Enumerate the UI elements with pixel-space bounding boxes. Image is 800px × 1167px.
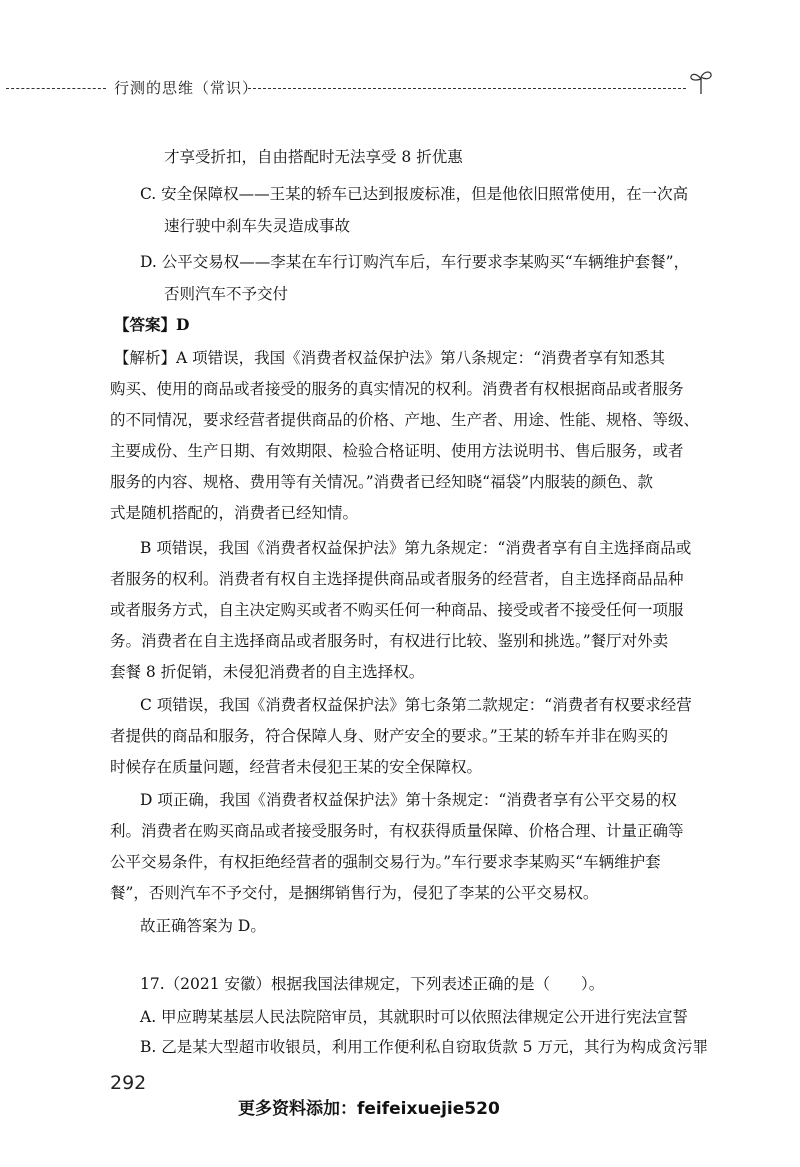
text-line: 公平交易条件，有权拒绝经营者的强制交易行为。”车行要求李某购买“车辆维护套 (110, 853, 661, 871)
header-rule-right (248, 88, 686, 89)
header-title: 行测的思维（常识） (114, 79, 259, 97)
text-line: 速行驶中刹车失灵造成事故 (164, 217, 351, 235)
text-line: 者服务的权利。消费者有权自主选择提供商品或者服务的经营者，自主选择商品品种 (110, 570, 684, 588)
sprout-icon (688, 68, 714, 96)
text-line: 否则汽车不予交付 (164, 285, 289, 303)
option-b: B. 乙是某大型超市收银员，利用工作便利私自窃取货款 5 万元，其行为构成贪污罪 (140, 1038, 708, 1056)
analysis-line: 【解析】A 项错误，我国《消费者权益保护法》第八条规定：“消费者享有知悉其 (114, 349, 666, 367)
text-line: 的不同情况，要求经营者提供商品的价格、产地、生产者、用途、性能、规格、等级、 (110, 411, 700, 429)
text-line: 利。消费者在购买商品或者接受服务时，有权获得质量保障、价格合理、计量正确等 (110, 822, 684, 840)
text-line: 才享受折扣，自由搭配时无法享受 8 折优惠 (164, 148, 463, 166)
text-line: 主要成份、生产日期、有效期限、检验合格证明、使用方法说明书、售后服务，或者 (110, 442, 684, 460)
text-line: 套餐 8 折促销，未侵犯消费者的自主选择权。 (110, 663, 425, 681)
footer-note: 更多资料添加：feifeixuejie520 (238, 1099, 500, 1119)
text-line: 餐”，否则汽车不予交付，是捆绑销售行为，侵犯了李某的公平交易权。 (110, 884, 599, 902)
question-17: 17.（2021 安徽）根据我国法律规定，下列表述正确的是（ ）。 (140, 975, 605, 993)
header-rule-left (6, 88, 106, 89)
answer-line: 【答案】D (114, 315, 190, 334)
option-a: A. 甲应聘某基层人民法院陪审员，其就职时可以依照法律规定公开进行宪法宣誓 (140, 1008, 689, 1026)
text-line: 务。消费者在自主选择商品或者服务时，有权进行比较、鉴别和挑选。”餐厅对外卖 (110, 632, 669, 650)
option-c: C. 安全保障权——王某的轿车已达到报废标准，但是他依旧照常使用，在一次高 (140, 185, 689, 203)
paragraph-d: D 项正确，我国《消费者权益保护法》第十条规定：“消费者享有公平交易的权 (140, 791, 677, 809)
text-line: 服务的内容、规格、费用等有关情况。”消费者已经知晓“福袋”内服装的颜色、款 (110, 473, 654, 491)
text-line: 者提供的商品和服务，符合保障人身、财产安全的要求。”王某的轿车并非在购买的 (110, 727, 669, 745)
text-line: 式是随机搭配的，消费者已经知情。 (110, 504, 359, 522)
paragraph-b: B 项错误，我国《消费者权益保护法》第九条规定：“消费者享有自主选择商品或 (140, 539, 692, 557)
conclusion-line: 故正确答案为 D。 (140, 917, 266, 935)
paragraph-c: C 项错误，我国《消费者权益保护法》第七条第二款规定：“消费者有权要求经营 (140, 696, 692, 714)
page-number: 292 (110, 1072, 147, 1094)
running-header (6, 76, 712, 100)
text-line: 时候存在质量问题，经营者未侵犯王某的安全保障权。 (110, 758, 483, 776)
text-line: 或者服务方式，自主决定购买或者不购买任何一种商品、接受或者不接受任何一项服 (110, 601, 684, 619)
option-d: D. 公平交易权——李某在车行订购汽车后，车行要求李某购买“车辆维护套餐”， (140, 253, 690, 271)
text-line: 购买、使用的商品或者接受的服务的真实情况的权利。消费者有权根据商品或者服务 (110, 380, 684, 398)
